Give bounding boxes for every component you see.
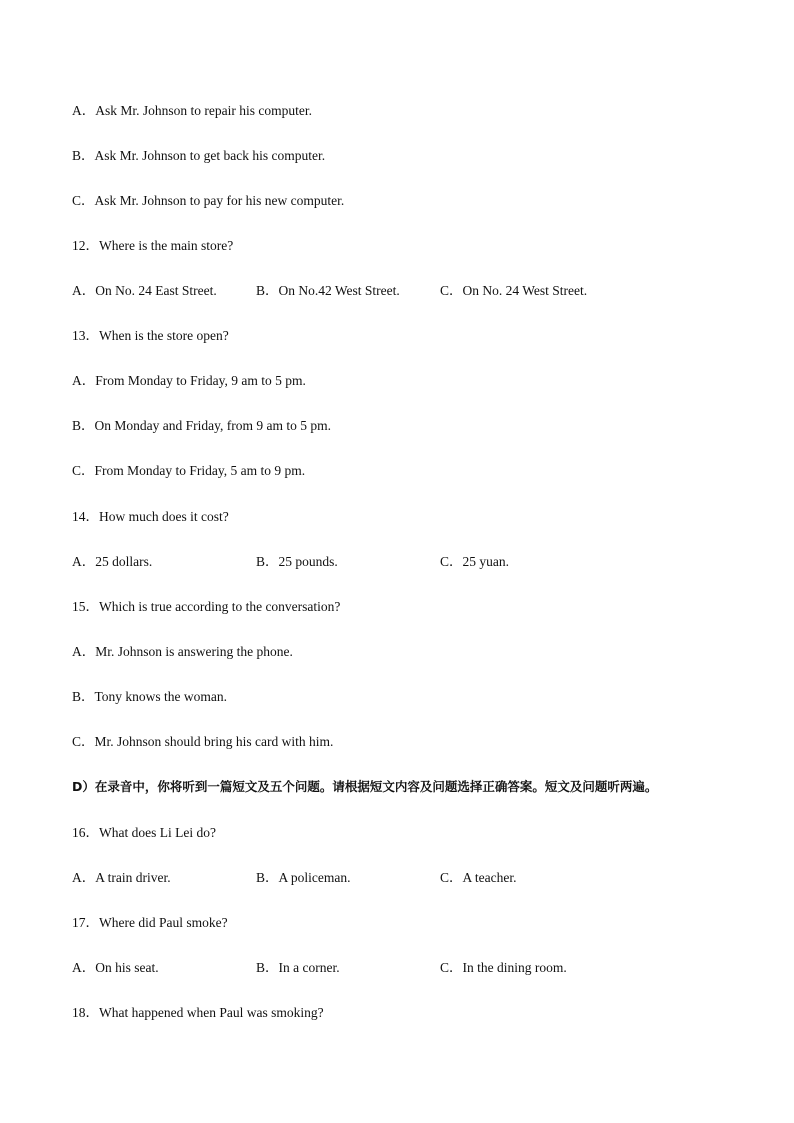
q13-option-a: A．From Monday to Friday, 9 am to 5 pm. (72, 373, 306, 388)
q12-option-b: B．On No.42 West Street. (256, 283, 400, 298)
question-14: 14．How much does it cost? (72, 509, 229, 524)
q13-option-b: B．On Monday and Friday, from 9 am to 5 pm. (72, 418, 331, 433)
q12-option-c: C．On No. 24 West Street. (440, 283, 588, 298)
q17-option-a: A．On his seat. (72, 960, 159, 975)
q17-option-c: C．In the dining room. (440, 960, 567, 975)
q17-options (72, 959, 752, 977)
q14-option-c: C．25 yuan. (440, 554, 509, 569)
q13-option-c: C．From Monday to Friday, 5 am to 9 pm. (72, 463, 306, 478)
q16-options (72, 869, 752, 887)
q14-option-b: B．25 pounds. (256, 554, 338, 569)
q17-option-b: B．In a corner. (256, 960, 340, 975)
question-16: 16．What does Li Lei do? (72, 825, 216, 840)
q11-option-b: B．Ask Mr. Johnson to get back his computer. (72, 148, 326, 163)
q14-option-a: A．25 dollars. (72, 554, 153, 569)
question-18: 18．What happened when Paul was smoking? (72, 1005, 324, 1020)
question-17: 17．Where did Paul smoke? (72, 915, 228, 930)
q14-options (72, 553, 752, 571)
q11-option-c: C．Ask Mr. Johnson to pay for his new computer. (72, 193, 345, 208)
q16-option-a: A．A train driver. (72, 870, 171, 885)
question-13: 13．When is the store open? (72, 328, 229, 343)
q16-option-b: B．A policeman. (256, 870, 351, 885)
q11-option-a: A．Ask Mr. Johnson to repair his computer. (72, 103, 312, 118)
q15-option-c: C．Mr. Johnson should bring his card with him. (72, 734, 334, 749)
q12-option-a: A．On No. 24 East Street. (72, 283, 217, 298)
question-15: 15．Which is true according to the conversation? (72, 599, 341, 614)
section-d-instructions: D）在录音中，你将听到一篇短文及五个问题。请根据短文内容及问题选择正确答案。短文及问题听两遍。 (72, 779, 658, 794)
q15-option-b: B．Tony knows the woman. (72, 689, 228, 704)
q15-option-a: A．Mr. Johnson is answering the phone. (72, 644, 293, 659)
q16-option-c: C．A teacher. (440, 870, 517, 885)
q12-options (72, 282, 752, 300)
question-12: 12．Where is the main store? (72, 238, 234, 253)
